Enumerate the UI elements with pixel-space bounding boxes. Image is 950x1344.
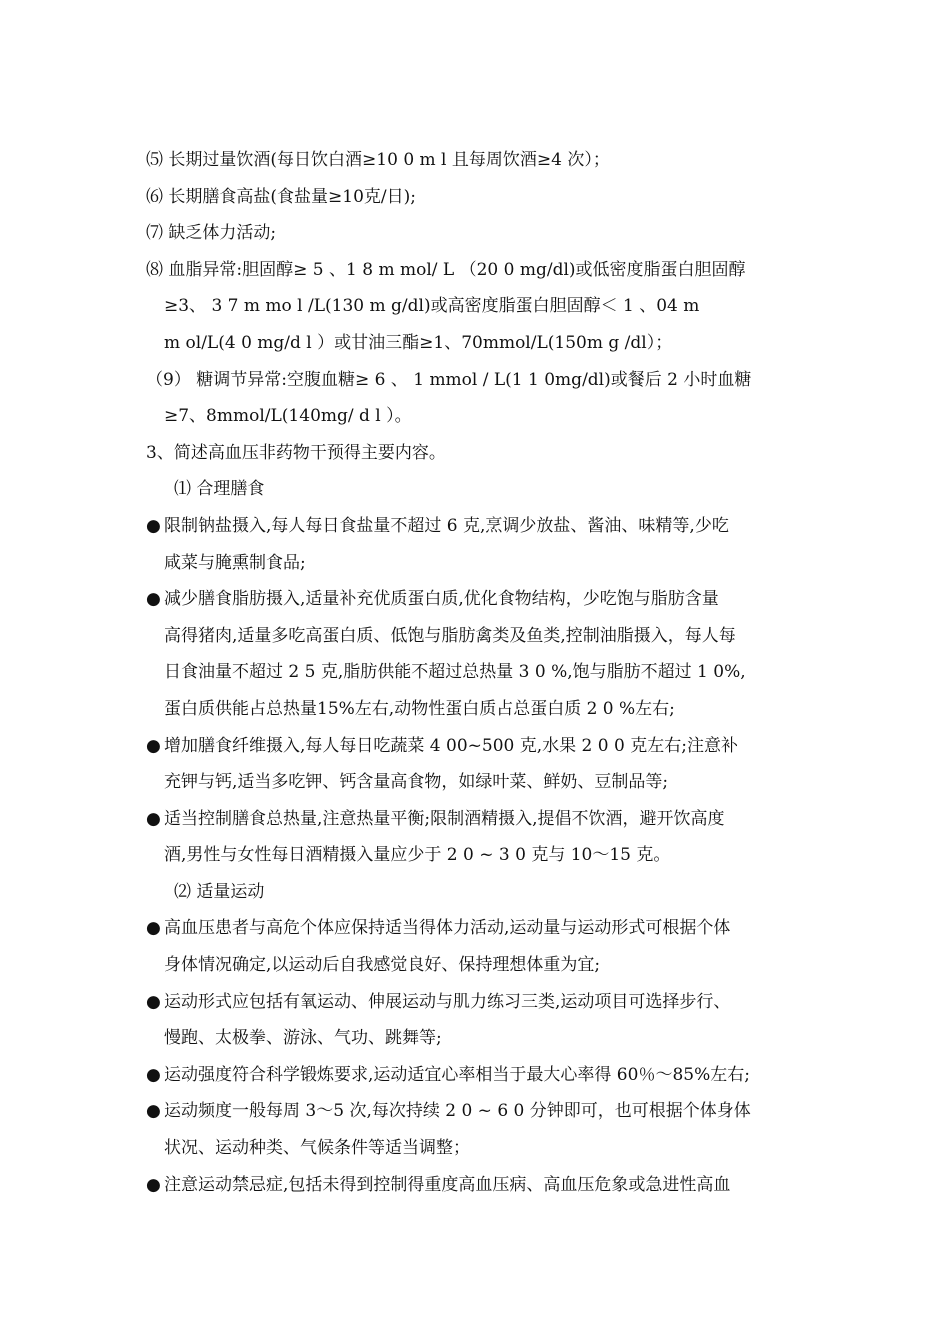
- text-line: [146, 691, 812, 728]
- line-text: ⑺ 缺乏体力活动;: [146, 223, 277, 244]
- bullet-icon: ●: [146, 1064, 161, 1085]
- text-line: [146, 1130, 812, 1167]
- line-text: 高得猪肉,适量多吃高蛋白质、低饱与脂肪禽类及鱼类,控制油脂摄入，每人每: [164, 625, 736, 646]
- bullet-icon: ●: [146, 1101, 161, 1122]
- text-line: [146, 215, 812, 252]
- text-line: [146, 1020, 812, 1057]
- line-text: 酒,男性与女性每日酒精摄入量应少于 2 0 ~ 3 0 克与 10～15 克。: [164, 845, 671, 866]
- bullet-icon: ●: [146, 735, 161, 756]
- text-line: [146, 142, 812, 179]
- line-text: 限制钠盐摄入,每人每日食盐量不超过 6 克,烹调少放盐、酱油、味精等,少吃: [164, 515, 729, 536]
- text-line: [146, 179, 812, 216]
- bullet-icon: ●: [146, 1174, 161, 1195]
- text-line: [146, 471, 812, 508]
- bullet-item-line: [146, 1057, 812, 1094]
- line-text: 充钾与钙,适当多吃钾、钙含量高食物，如绿叶菜、鲜奶、豆制品等;: [164, 772, 669, 793]
- line-text: ⑵ 适量运动: [174, 881, 265, 902]
- line-text: m ol/L(4 0 mg/d l ）或甘油三酯≥1、70mmol/L(150m g /dl）；: [164, 332, 673, 353]
- line-text: 日食油量不超过 2 5 克,脂肪供能不超过总热量 3 0 %,饱与脂肪不超过 1 0%,: [164, 662, 746, 683]
- text-line: [146, 362, 812, 399]
- bullet-item-line: [146, 1093, 812, 1130]
- line-text: ⑹ 长期膳食高盐(食盐量≥10克/日);: [146, 186, 416, 207]
- text-line: [146, 252, 812, 289]
- bullet-icon: ●: [146, 918, 161, 939]
- bullet-icon: ●: [146, 589, 161, 610]
- text-line: [146, 435, 812, 472]
- line-text: 状况、运动种类、气候条件等适当调整；: [164, 1138, 470, 1159]
- line-text: 运动强度符合科学锻炼要求,运动适宜心率相当于最大心率得 60％～85%左右;: [164, 1064, 750, 1085]
- bullet-item-line: [146, 801, 812, 838]
- document-body: [146, 142, 812, 1203]
- bullet-item-line: [146, 1167, 812, 1204]
- line-text: 注意运动禁忌症,包括未得到控制得重度高血压病、高血压危象或急进性高血: [164, 1174, 731, 1195]
- line-text: 运动形式应包括有氧运动、伸展运动与肌力练习三类,运动项目可选择步行、: [164, 991, 731, 1012]
- bullet-item-line: [146, 984, 812, 1021]
- line-text: 慢跑、太极拳、游泳、气功、跳舞等;: [164, 1028, 442, 1049]
- line-text: ≥7、8mmol/L(140mg/ d l ）。: [164, 406, 412, 427]
- text-line: [146, 874, 812, 911]
- text-line: [146, 654, 812, 691]
- text-line: [146, 325, 812, 362]
- bullet-item-line: [146, 910, 812, 947]
- bullet-item-line: [146, 508, 812, 545]
- line-text: （9） 糖调节异常:空腹血糖≥ 6 、 1 mmol / L(1 1 0mg/dl)或餐后 2 小时血糖: [146, 369, 752, 390]
- line-text: ⑸ 长期过量饮酒(每日饮白酒≥10 0 m l 且每周饮酒≥4 次）；: [146, 150, 610, 170]
- line-text: 身体情况确定,以运动后自我感觉良好、保持理想体重为宜;: [164, 955, 601, 976]
- bullet-item-line: [146, 581, 812, 618]
- line-text: ⑻ 血脂异常:胆固醇≥ 5 、1 8 m mol/ L （20 0 mg/dl)或低密度脂蛋白胆固醇: [146, 259, 746, 280]
- text-line: [146, 947, 812, 984]
- text-line: [146, 618, 812, 655]
- text-line: [146, 288, 812, 325]
- line-text: 蛋白质供能占总热量15%左右,动物性蛋白质占总蛋白质 2 0 %左右;: [164, 698, 675, 719]
- bullet-item-line: [146, 728, 812, 765]
- line-text: 咸菜与腌熏制食品;: [164, 552, 306, 573]
- line-text: 增加膳食纤维摄入,每人每日吃蔬菜 4 00~500 克,水果 2 0 0 克左右;注意补: [164, 735, 738, 756]
- line-text: ≥3、 3 7 m mo l /L(130 m g/dl)或高密度脂蛋白胆固醇＜ 1 、04 m: [164, 296, 700, 317]
- line-text: 3、简述高血压非药物干预得主要内容。: [146, 442, 446, 463]
- line-text: 高血压患者与高危个体应保持适当得体力活动,运动量与运动形式可根据个体: [164, 918, 731, 939]
- line-text: 运动频度一般每周 3～5 次,每次持续 2 0 ~ 6 0 分钟即可，也可根据个体身体: [164, 1101, 751, 1122]
- line-text: 减少膳食脂肪摄入,适量补充优质蛋白质,优化食物结构，少吃饱与脂肪含量: [164, 589, 719, 610]
- bullet-icon: ●: [146, 808, 161, 829]
- line-text: ⑴ 合理膳食: [174, 479, 265, 500]
- text-line: [146, 764, 812, 801]
- text-line: [146, 545, 812, 582]
- line-text: 适当控制膳食总热量,注意热量平衡;限制酒精摄入,提倡不饮酒，避开饮高度: [164, 808, 725, 829]
- text-line: [146, 398, 812, 435]
- bullet-icon: ●: [146, 991, 161, 1012]
- bullet-icon: ●: [146, 515, 161, 536]
- text-line: [146, 837, 812, 874]
